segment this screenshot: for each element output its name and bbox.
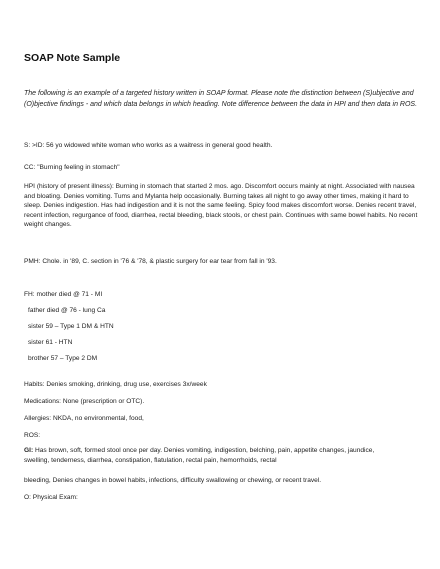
subjective-id-line: S: >ID: 56 yo widowed white woman who works as a waitress in general good health. xyxy=(24,142,273,149)
gi-continuation-line: bleeding, Denies changes in bowel habits, infections, difficulty swallowing or chewing, or recent travel. xyxy=(24,477,322,484)
fh-father-line: father died @ 76 - lung Ca xyxy=(28,307,106,314)
fh-brother-line: brother 57 – Type 2 DM xyxy=(28,355,98,362)
intro-paragraph: The following is an example of a targeted history written in SOAP format. Please note the distinction between (S)ubjective and (O)bjective findings - and which data belongs in which heading. Note difference between the data in HPI and then data in ROS. xyxy=(24,90,418,108)
fh-mother-line: FH: mother died @ 71 - MI xyxy=(24,291,103,298)
pmh-line: PMH: Chole. in '89, C. section in '76 & '78, & plastic surgery for ear tear from fall in '93. xyxy=(24,258,277,265)
fh-sister-61-line: sister 61 - HTN xyxy=(28,339,73,346)
chief-complaint-line: CC: "Burning feeling in stomach" xyxy=(24,164,120,171)
fh-sister-59-line: sister 59 – Type 1 DM & HTN xyxy=(28,323,114,330)
habits-line: Habits: Denies smoking, drinking, drug use, exercises 3x/week xyxy=(24,381,207,388)
gi-paragraph xyxy=(24,446,394,465)
page-title: SOAP Note Sample xyxy=(24,52,121,64)
gi-text: Has brown, soft, formed stool once per day. Denies vomiting, indigestion, belching, pain, appetite changes, jaundice, swelling, tenderness, diarrhea, constipation, flatulation, rectal pain, hemorrhoids, rectal xyxy=(24,447,375,464)
ros-heading: ROS: xyxy=(24,432,41,439)
hpi-paragraph: HPI (history of present illness): Burning in stomach that started 2 mos. ago. Discomfort occurs mainly at night. Associated with nausea and bloating. Denies vomiting. Tums and Mylanta help occasionally. Burning takes all night to go away other times, making it hard to sleep. Denies indigestion. Has had indigestion and it is not the same feeling. Spicy food makes discomfort worse. Denies recent travel, recent infection, regurgance of food, diarrhea, rectal bleeding, black stools, or chest pain. Continues with same bowel habits. No recent weight changes. xyxy=(24,183,418,228)
medications-line: Medications: None (prescription or OTC). xyxy=(24,398,145,405)
allergies-line: Allergies: NKDA, no environmental, food, xyxy=(24,415,144,422)
gi-label: GI: xyxy=(24,447,34,454)
physical-exam-heading: O: Physical Exam: xyxy=(24,494,78,501)
